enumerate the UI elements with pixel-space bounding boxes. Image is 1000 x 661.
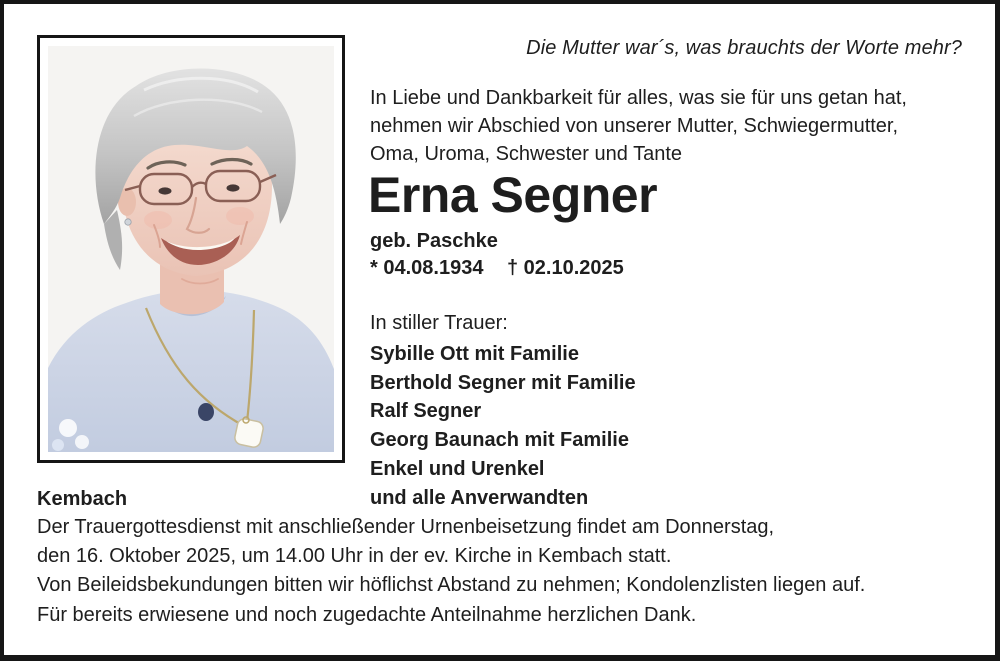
quote: Die Mutter war´s, was brauchts der Worte mehr? bbox=[526, 37, 962, 59]
mourner: Sybille Ott mit Familie bbox=[370, 343, 579, 365]
mourner: Georg Baunach mit Familie bbox=[370, 429, 629, 452]
funeral-line: Für bereits erwiesene und noch zugedachte Anteilnahme herzlichen Dank. bbox=[37, 603, 697, 626]
birth-date: * 04.08.1934 bbox=[370, 257, 484, 279]
maiden-name: geb. Paschke bbox=[370, 230, 498, 252]
mourner: Enkel und Urenkel bbox=[370, 457, 545, 480]
mourner: Berthold Segner mit Familie bbox=[370, 371, 636, 394]
mourning-heading: In stiller Trauer: bbox=[370, 312, 508, 334]
mourner: und alle Anverwandten bbox=[370, 486, 589, 509]
intro-text bbox=[370, 84, 970, 168]
intro-line: In Liebe und Dankbarkeit für alles, was sie für uns getan hat, bbox=[370, 87, 907, 109]
funeral-line: den 16. Oktober 2025, um 14.00 Uhr in der ev. Kirche in Kembach statt. bbox=[37, 545, 672, 568]
deceased-name: Erna Segner bbox=[368, 167, 658, 223]
place-name: Kembach bbox=[37, 488, 128, 510]
funeral-line: Von Beileidsbekundungen bitten wir höflichst Abstand zu nehmen; Kondolenzlisten liegen auf. bbox=[37, 574, 866, 597]
portrait-illustration bbox=[48, 46, 334, 452]
mourners-list bbox=[370, 340, 770, 512]
intro-line: nehmen wir Abschied von unserer Mutter, Schwiegermutter, bbox=[370, 115, 899, 137]
portrait-photo bbox=[37, 35, 345, 463]
intro-line: Oma, Uroma, Schwester und Tante bbox=[370, 143, 682, 165]
death-date: † 02.10.2025 bbox=[507, 257, 624, 279]
funeral-info bbox=[37, 513, 982, 630]
funeral-line: Der Trauergottesdienst mit anschließender Urnenbeisetzung findet am Donnerstag, bbox=[37, 516, 775, 538]
mourner: Ralf Segner bbox=[370, 400, 482, 423]
life-dates bbox=[370, 257, 624, 280]
